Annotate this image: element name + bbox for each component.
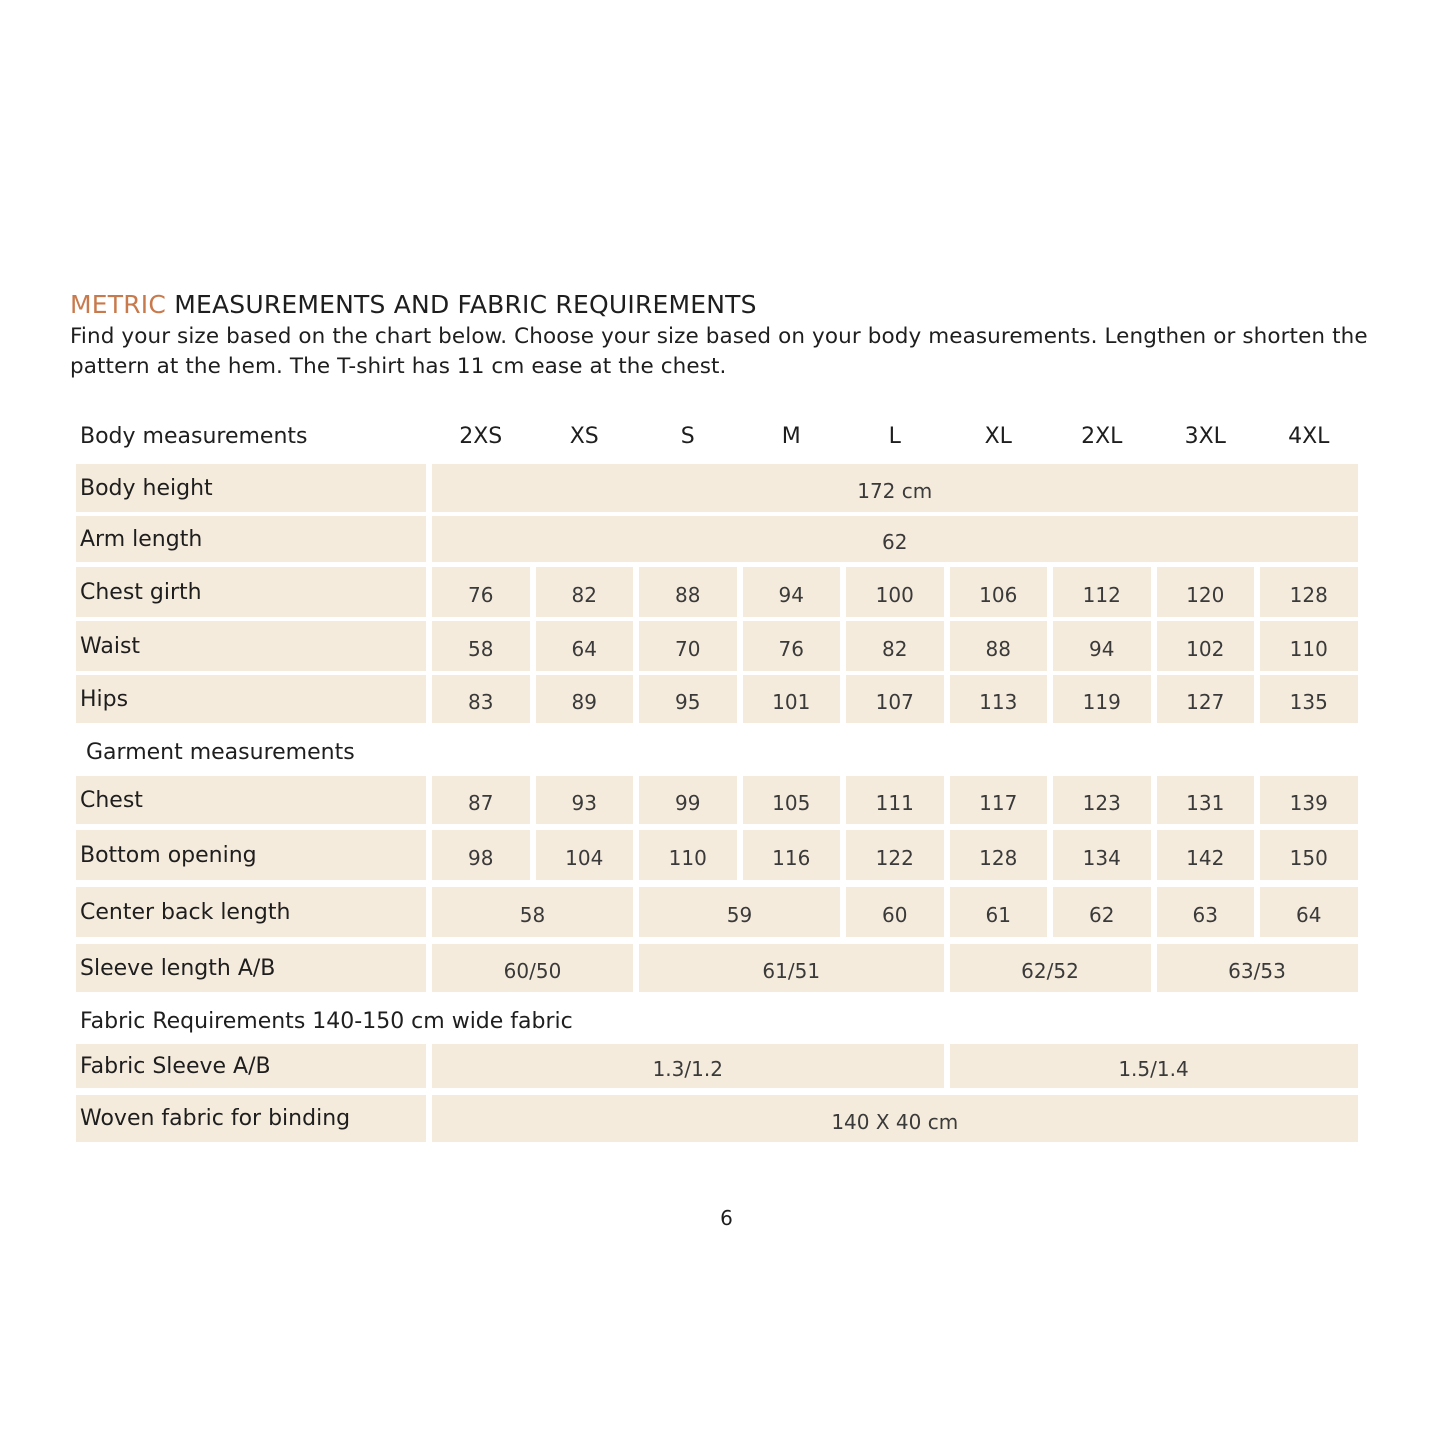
garment-section-label: Garment measurements [86,739,355,765]
row-label: Waist [76,621,426,671]
table-cell: 100 [846,567,944,617]
row-label: Fabric Sleeve A/B [76,1044,426,1088]
title-rest: MEASUREMENTS AND FABRIC REQUIREMENTS [166,290,757,319]
table-cell: 61/51 [639,944,944,992]
table-cell: 110 [639,830,737,880]
intro-text: Find your size based on the chart below. Choose your size based on your body measurements. Lengthen or shorten the pattern at the hem. The T-shirt has 11 cm ease at the chest. [70,324,1368,379]
table-cell: 63 [1157,887,1255,937]
table-cell: 60 [846,887,944,937]
table-cell: 122 [846,830,944,880]
table-cell: 82 [846,621,944,671]
table-cell: 63/53 [1157,944,1358,992]
table-cell: 88 [639,567,737,617]
row-label: Center back length [76,887,426,937]
table-cell: 140 X 40 cm [432,1095,1358,1142]
table-cell: 116 [743,830,841,880]
table-cell: 128 [1260,567,1358,617]
page-title [70,290,757,319]
table-cell: 62 [1053,887,1151,937]
row-label: Sleeve length A/B [76,944,426,992]
table-cell: 128 [950,830,1048,880]
row-label: Bottom opening [76,830,426,880]
table-cell: 59 [639,887,840,937]
size-header: 2XS [459,423,503,449]
table-cell: 98 [432,830,530,880]
table-cell: 60/50 [432,944,633,992]
table-cell: 99 [639,776,737,824]
table-cell: 70 [639,621,737,671]
table-cell: 120 [1157,567,1255,617]
size-header: XL [984,423,1012,449]
size-header: 3XL [1184,423,1226,449]
table-cell: 117 [950,776,1048,824]
table-cell: 101 [743,675,841,723]
table-cell: 134 [1053,830,1151,880]
table-cell: 106 [950,567,1048,617]
table-cell: 87 [432,776,530,824]
table-cell: 112 [1053,567,1151,617]
table-cell: 105 [743,776,841,824]
table-cell: 142 [1157,830,1255,880]
table-cell: 119 [1053,675,1151,723]
size-header: S [680,423,695,449]
table-cell: 62/52 [950,944,1151,992]
table-cell: 150 [1260,830,1358,880]
table-cell: 111 [846,776,944,824]
table-cell: 58 [432,621,530,671]
row-label: Hips [76,675,426,723]
table-cell: 104 [536,830,634,880]
size-header: M [781,423,801,449]
table-cell: 82 [536,567,634,617]
table-cell: 83 [432,675,530,723]
table-cell: 123 [1053,776,1151,824]
table-cell: 94 [743,567,841,617]
table-cell: 64 [1260,887,1358,937]
table-cell: 58 [432,887,633,937]
table-cell: 107 [846,675,944,723]
table-cell: 102 [1157,621,1255,671]
table-cell: 172 cm [432,464,1358,512]
row-label: Arm length [76,516,426,562]
table-cell: 95 [639,675,737,723]
table-cell: 110 [1260,621,1358,671]
table-cell: 113 [950,675,1048,723]
table-cell: 131 [1157,776,1255,824]
page-number: 6 [720,1206,733,1230]
size-header: 2XL [1081,423,1123,449]
table-cell: 88 [950,621,1048,671]
size-header: 4XL [1288,423,1330,449]
table-cell: 93 [536,776,634,824]
table-cell: 62 [432,516,1358,562]
header-label: Body measurements [80,423,308,449]
table-cell: 76 [743,621,841,671]
size-header: L [888,423,901,449]
table-cell: 94 [1053,621,1151,671]
table-cell: 127 [1157,675,1255,723]
table-cell: 1.5/1.4 [950,1044,1358,1088]
title-accent: METRIC [70,290,167,319]
table-cell: 89 [536,675,634,723]
table-cell: 1.3/1.2 [432,1044,944,1088]
size-header: XS [569,423,599,449]
table-cell: 139 [1260,776,1358,824]
row-label: Chest girth [76,567,426,617]
table-cell: 64 [536,621,634,671]
table-cell: 76 [432,567,530,617]
row-label: Body height [76,464,426,512]
table-cell: 61 [950,887,1048,937]
table-cell: 135 [1260,675,1358,723]
row-label: Woven fabric for binding [76,1095,426,1142]
fabric-section-label: Fabric Requirements 140-150 cm wide fabric [80,1008,573,1034]
row-label: Chest [76,776,426,824]
